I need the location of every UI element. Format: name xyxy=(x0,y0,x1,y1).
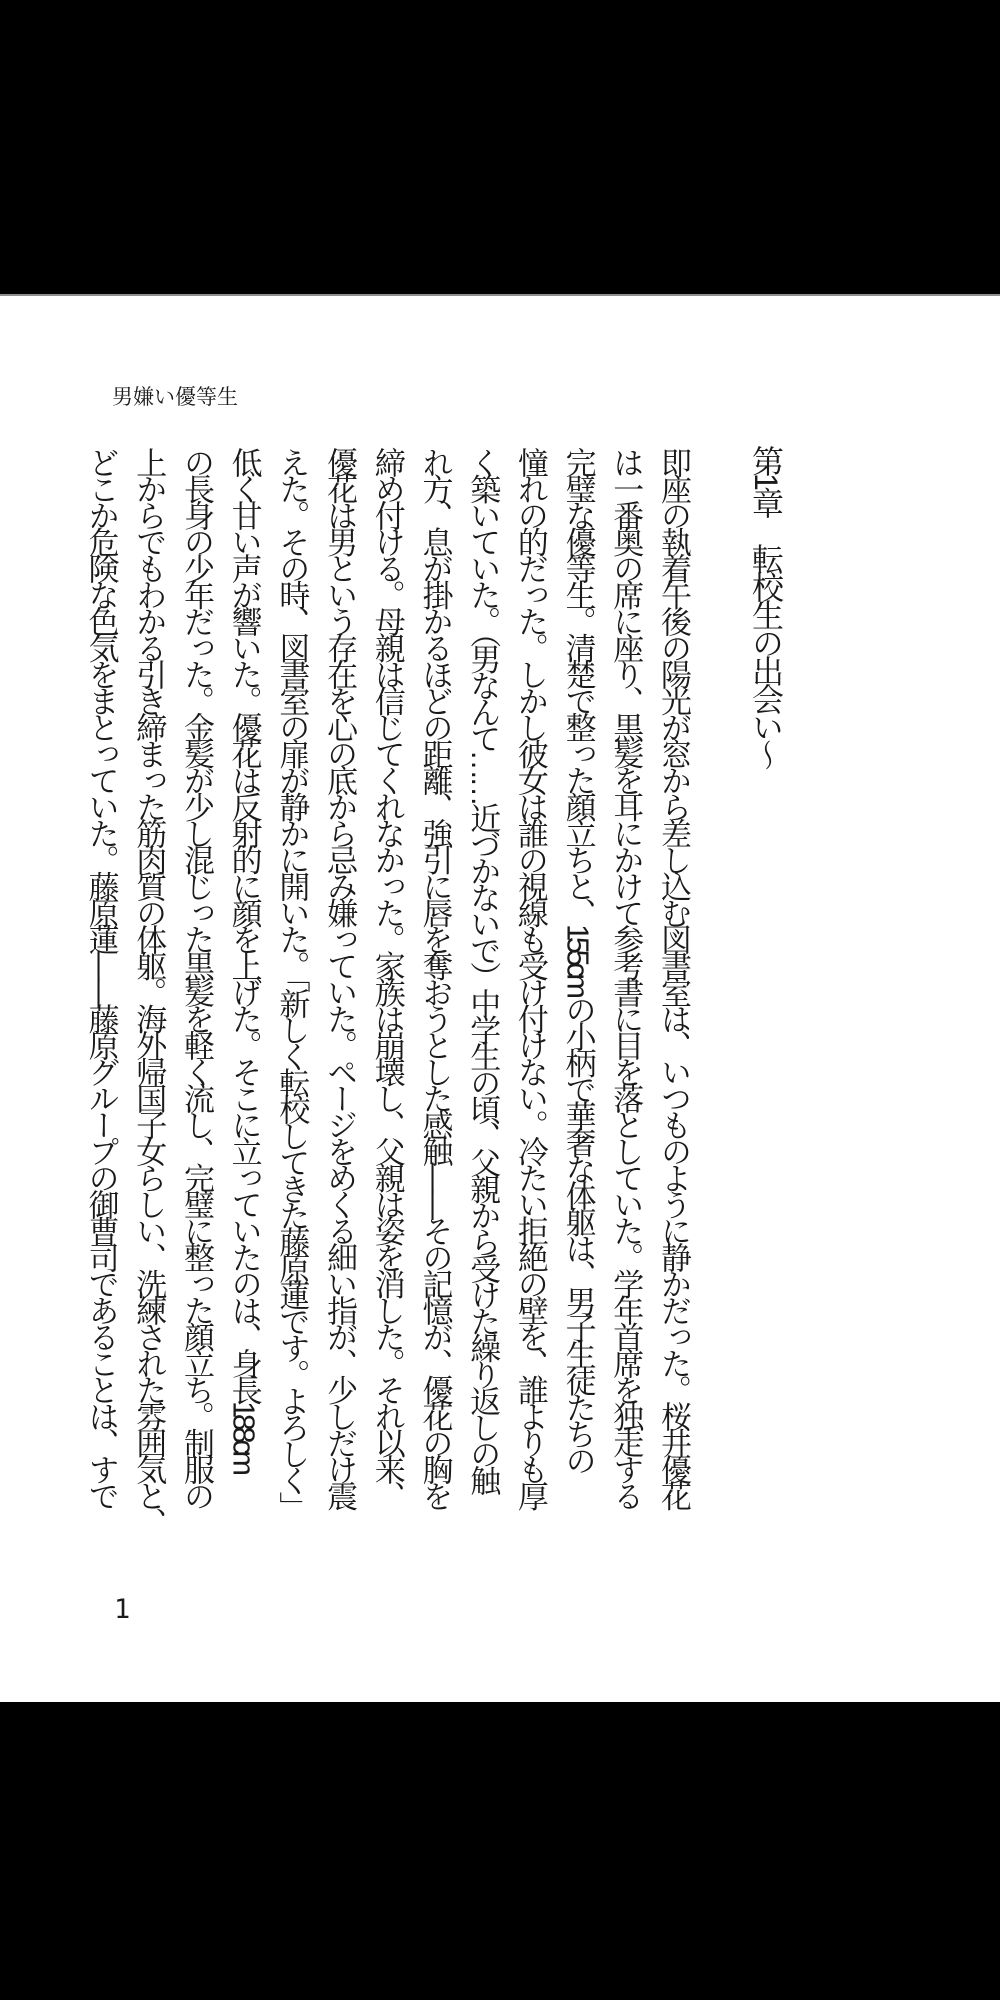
top-letterbox-bar xyxy=(0,0,1000,294)
ebook-page[interactable] xyxy=(0,296,1000,1702)
body-column: れ方、息が掛かるほどの距離、強引に唇を奪おうとした感触——その記憶が、優花の胸を xyxy=(417,447,453,1507)
body-column: どこか危険な色気をまとっていた。藤原蓮——藤原グループの御曹司であることは、すで xyxy=(83,447,119,1507)
bottom-letterbox-bar xyxy=(0,1702,1000,2000)
body-column: 完璧な優等生。清楚で整った顔立ちと、155cmの小柄で華奢な体躯は、男子生徒たちの xyxy=(560,447,596,1472)
body-column: 低く甘い声が響いた。優花は反射的に顔を上げた。そこに立っていたのは、身長188cm xyxy=(226,447,262,1472)
body-column: えた。その時、図書室の扉が静かに開いた。「新しく転校してきた藤原蓮です。よろしく」 xyxy=(274,447,310,1518)
chapter-title: 第1章 転校生の出会い〜 xyxy=(748,445,784,767)
body-column: 上からでもわかる引き締まった筋肉質の体躯。海外帰国子女らしい、洗練された雰囲気と、 xyxy=(131,447,167,1534)
body-column: 憧れの的だった。しかし彼女は誰の視線も受け付けない。冷たい拒絶の壁を、誰よりも厚 xyxy=(512,447,548,1507)
body-column: く築いていた。（男なんて……近づかないで）中学生の頃、父親から受けた繰り返しの触 xyxy=(465,447,501,1492)
body-column: 即座の執着午後の陽光が窓から差し込む図書室は、いつものように静かだった。桜井優花 xyxy=(656,447,691,1507)
body-column: 優花は男という存在を心の底から忌み嫌っていた。ページをめくる細い指が、少しだけ震 xyxy=(322,447,358,1507)
body-column: の長身の少年だった。金髪が少し混じった黒髪を軽く流し、完璧に整った顔立ち。制服の xyxy=(178,447,214,1507)
page-number: 1 xyxy=(114,1594,131,1625)
running-header-book-title: 男嫌い優等生 xyxy=(112,386,238,409)
body-column: は一番奥の席に座り、黒髪を耳にかけて参考書に目を落としていた。学年首席を独走する xyxy=(608,447,644,1507)
body-column: 締め付ける。母親は信じてくれなかった。家族は崩壊し、父親は姿を消した。それ以来、 xyxy=(369,447,405,1507)
body-text xyxy=(77,447,697,1592)
